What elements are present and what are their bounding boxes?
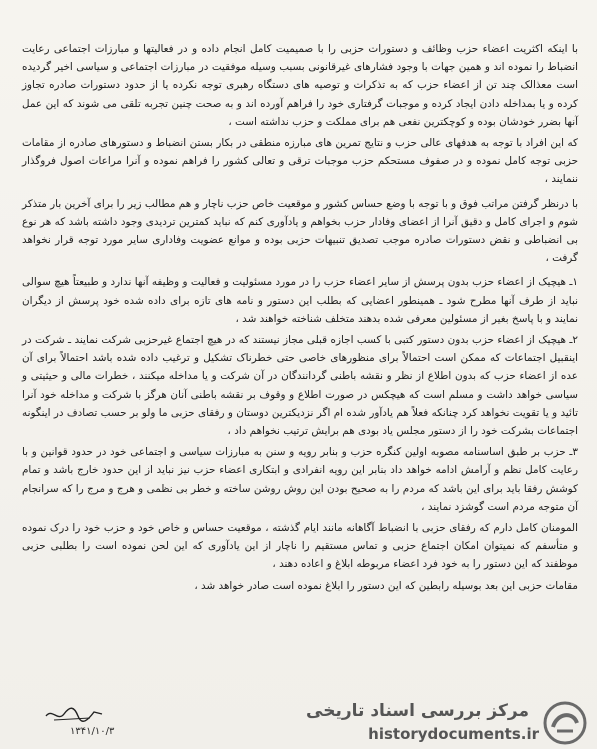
paragraph-closing: المومنان کامل دارم که رفقای حزبی با انضباط آگاهانه مانند ایام گذشته ، موقعیت حساس و خاص خود و حزب خود را درک نموده و متأسفم که نمیتوان امکان اجتماع حزبی و تماس مستقیم را ناچار از این یادآوری که این لحن نموده است را بطلبی حزبی موظفند که این دستور را به خود فرد اعضاء مربوطه ابلاغ و اعاده دهند ،	[22, 522, 578, 571]
paragraph-request: که این افراد با توجه به هدفهای عالی حزب و نتایج تمرین های مبارزه منطقی در بکار بستن انضباط و دستورهای صادره از مقامات حزبی توجه کامل نموده و در صفوف مستحکم حزب موجبات ترقی و تعالی کشور را فراهم نموده و آنرا مراعات اصول فروگذار ننمایند ،	[22, 137, 578, 186]
paragraph-item-1: ۱ـ هیچیک از اعضاء حزب بدون پرسش از سایر اعضاء حزب را در مورد مسئولیت و فعالیت و وظیفه آنها ندارد و طبیعتاً هیچ سوالی نباید از طرف آنها مطرح شود ـ همینطور اعضایی که بطلب این دستور و نامه های تازه برای داده شده خود پرسش از دیگران نمایند و با پاسخ بغیر از مسئولین معرفی شده بدهند متخلف شناخته خواهند شد ،	[22, 276, 578, 325]
archive-watermark	[306, 699, 591, 745]
archive-logo-icon	[543, 701, 587, 745]
paragraph-final: مقامات حزبی این بعد بوسیله رابطین که این دستور را ابلاغ نموده است صادر خواهد شد ،	[194, 579, 578, 592]
signature-date: ۱۳۴۱/۱۰/۳	[70, 726, 115, 737]
watermark-url: historydocuments.ir	[368, 725, 539, 743]
paragraph-item-2: ۲ـ هیچیک از اعضاء حزب بدون دستور کتبی با کسب اجازه قبلی مجاز نیستند که در هیچ اجتماع غیرحزبی شرکت نمایند ـ شرکت در اینقبیل اجتماعات که ممکن است احتمالاً برای منظورهای خاصی حتی خطرناک تشکیل و ترغیب داده شده باشد احتمالاً برای آن عده از اعضاء حزب که بدون اطلاع از نظر و نقشه باطنی گردانندگان در آن شرکت و یا مداخله میکنند ، خطرات مالی و حیثیتی و سیاسی خواهد داشت و مسلم است که هیچکس در صورت اطلاع و وقوف بر نقشه باطنی آنان هرگز با شرکت و مداخله خود آنرا تائید و یا تقویت نخواهد کرد چنانکه فعلاً هم یادآور شده ام اگر نزدیکترین دوستان و رفقای حزبی ما ولو بر حسب تصادف در اینگونه اجتماعات بشرکت خود را از دستور مجلس یاد بودی هم برایش ترتیب نخواهم داد ،	[22, 334, 578, 438]
document-body	[22, 40, 578, 598]
paragraph-item-3: ۳ـ حزب بر طبق اساسنامه مصوبه اولین کنگره حزب و بنابر رویه و سنن به مبارزات سیاسی و اجتماعی خود در حدود قوانین و با رعایت کامل نظم و آرامش ادامه خواهد داد بنابر این رویه انفرادی و ابتکاری اعضاء حزب نیز نباید از این حدود خارج باشد و تمام کوشش رفقا باید برای این باشد که مردم را به صحیح بودن این روش روشن ساخته و خطر بی نظمی و هرج و مرج را که سرانجام آن متوجه مردم است گوشزد نمایند ،	[22, 446, 578, 513]
signature-scribble-icon	[44, 702, 104, 726]
paragraph-reminder: با درنظر گرفتن مراتب فوق و با توجه با وضع حساس کشور و موقعیت خاص حزب ناچار و هم مطالب زیر را برای آخرین بار متذکر شوم و اجرای کامل و دقیق آنرا از اعضای وفادار حزب بخواهم و یادآوری کنم که نباید کمترین تردیدی وجود داشته باشد که هر نوع بی انضباطی و نقض دستورات صادره موجب تصدیق تنبیهات حزبی بوده و موانع عضویت وفاداری سایر مورد توجه قرار نخواهد گرفت ،	[22, 197, 578, 265]
paragraph-intro: با اینکه اکثریت اعضاء حزب وظائف و دستورات حزبی را با صمیمیت کامل انجام داده و در فعالیتها و مبارزات اجتماعی رعایت انضباط را نموده اند و همین جهات با وجود فشارهای غیرقانونی بسبب وسیله موفقیت در مبارزات اجتماعی و سیاسی اخیر گردیده است معذالک چند تن از اعضاء حزب که به تذکرات و توصیه های دستگاه رهبری توجه نکرده یا از حدود دستورات صادره تجاوز کرده و یا بمداخله دادن ایجاد کرده و موجبات گرفتاری خود را فراهم آورده اند و به صحت چنین تجربه تلقی می شوند که این عمل آنها بضرر خودشان بوده و کوچکترین نفعی هم برای مملکت و حزب نداشته است ،	[22, 43, 578, 128]
watermark-title: مرکز بررسی اسناد تاریخی	[306, 701, 529, 721]
